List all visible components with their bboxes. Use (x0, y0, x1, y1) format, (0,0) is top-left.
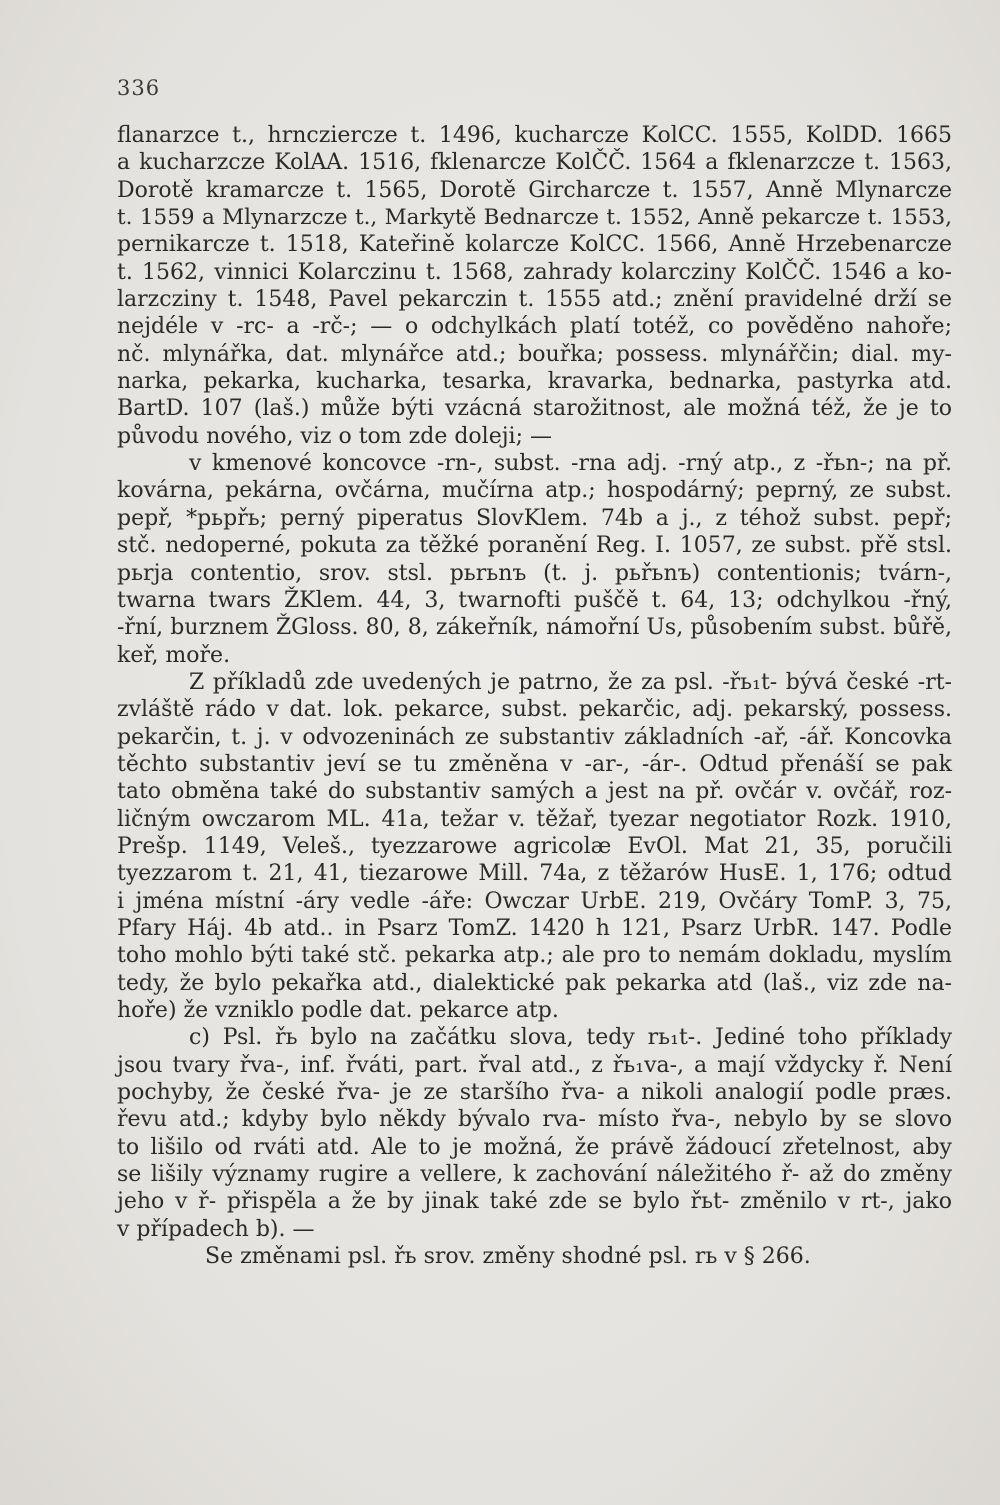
text-line: keř, moře. (117, 642, 231, 668)
text-line: toho mohlo býti také stč. pekarka atp.; ale pro to nemám dokladu, myslím (117, 943, 952, 969)
text-line: BartD. 107 (laš.) může býti vzácná starožitnost, ale možná též, že je to (117, 396, 952, 422)
text-line: pochyby, že české řva- je ze staršího řva- a nikoli analogií podle præs. (117, 1080, 952, 1106)
text-line: pekarčin, t. j. v odvozeninách ze substantiv základních -ař, -ář. Koncovka (117, 724, 952, 750)
text-line: nejdéle v -rc- a -rč-; — o odchylkách platí totéž, co pověděno nahoře; (117, 314, 952, 340)
text-line: v případech b). — (117, 1216, 315, 1242)
text-line: larzcziny t. 1548, Pavel pekarczin t. 1555 atd.; znění pravidelné drží se (117, 287, 952, 313)
text-line: nč. mlynářka, dat. mlynářce atd.; bouřka; possess. mlynářčin; dial. my- (117, 341, 952, 367)
text-line: tato obměna také do substantiv samých a jest na př. ovčár v. ovčář, roz- (117, 779, 952, 805)
text-line: twarna twars ŽKlem. 44, 3, twarnofti puščě t. 64, 13; odchylkou -řný, (117, 587, 952, 613)
text-line: c) Psl. řь bylo na začátku slova, tedy rь₁t-. Jediné toho příklady (189, 1025, 952, 1051)
text-line: zvláště rádo v dat. lok. pekarce, subst. pekarčic, adj. pekarský, possess. (117, 697, 952, 723)
text-line: původu nového, viz o tom zde doleji; — (117, 423, 552, 449)
text-line: t. 1562, vinnici Kolarczinu t. 1568, zahrady kolarcziny KolČČ. 1546 a ko- (117, 259, 952, 285)
text-line: flanarzce t., hrncziercze t. 1496, kucharcze KolCC. 1555, KolDD. 1665 (117, 123, 952, 148)
text-line: i jména místní -áry vedle -áře: Owczar UrbE. 219, Ovčáry TomP. 3, 75, (117, 888, 952, 914)
text-line: stč. nedoperné, pokuta za těžké poranění Reg. I. 1057, ze subst. přě stsl. (117, 533, 952, 559)
text-line: Pfary Háj. 4b atd.. in Psarz TomZ. 1420 h 121, Psarz UrbR. 147. Podle (117, 915, 952, 941)
text-line: ličným owczarom ML. 41a, težar v. těžař, tyezar negotiator Rozk. 1910, (117, 806, 952, 832)
text-line: v kmenové koncovce -rn-, subst. -rna adj. -rný atp., z -řьn-; na př. (189, 451, 952, 477)
text-line: -řní, burznem ŽGloss. 80, 8, zákeřník, námořní Us, působením subst. bůřě, (117, 615, 952, 641)
text-line: se lišily významy rugire a vellere, k zachování náležitého ř- až do změny (117, 1162, 952, 1188)
text-line: hoře) že vzniklo podle dat. pekarce atp. (117, 998, 559, 1023)
text-line: Dorotě kramarcze t. 1565, Dorotě Gircharcze t. 1557, Anně Mlynarcze (117, 177, 952, 203)
text-line: Prešp. 1149, Veleš., tyezzarowe agricolæ EvOl. Mat 21, 35, poručili (117, 833, 952, 859)
text-line: těchto substantiv jeví se tu změněna v -ar-, -ár-. Odtud přenáší se pak (117, 751, 952, 777)
text-line: tedy, že bylo pekařka atd., dialektické pak pekarka atd (laš., viz zde na- (117, 970, 952, 996)
text-line: kovárna, pekárna, ovčárna, mučírna atp.; hospodárný; peprný, ze subst. (117, 478, 952, 504)
text-line: řevu atd.; kdyby bylo někdy bývalo rva- místo řva-, nebylo by se slovo (117, 1107, 952, 1133)
text-line: a kucharzcze KolAA. 1516, fklenarcze KolČČ. 1564 a fklenarzcze t. 1563, (117, 150, 952, 176)
text-line: Se změnami psl. řь srov. změny shodné psl. rь v § 266. (205, 1244, 811, 1270)
text-line: pepř, *pьpřь; perný piperatus SlovKlem. 74b a j., z téhož subst. pepř; (117, 505, 952, 531)
text-line: pernikarcze t. 1518, Kateřině kolarcze KolCC. 1566, Anně Hrzebenarcze (117, 232, 952, 258)
text-line: narka, pekarka, kucharka, tesarka, kravarka, bednarka, pastyrka atd. (117, 369, 952, 395)
page-number: 336 (117, 76, 161, 100)
text-line: t. 1559 a Mlynarzcze t., Markytě Bednarcze t. 1552, Anně pekarcze t. 1553, (117, 205, 952, 231)
text-line: to lišilo od rváti atd. Ale to je možná, že právě žádoucí zřetelnost, aby (117, 1134, 952, 1160)
text-line: tyezzarom t. 21, 41, tiezarowe Mill. 74a, z těžarów HusE. 1, 176; odtud (117, 861, 952, 887)
text-line: jeho v ř- přispěla a že by jinak také zde se bylo řьt- změnilo v rt-, jako (117, 1189, 952, 1215)
body-text (117, 122, 952, 1270)
text-line: Z příkladů zde uvedených je patrno, že za psl. -řь₁t- bývá české -rt- (189, 669, 952, 695)
text-line: jsou tvary řva-, inf. řváti, part. řval atd., z řь₁va-, a mají vždycky ř. Není (117, 1052, 952, 1078)
text-line: pьrja contentio, srov. stsl. pьrьnъ (t. j. pьřьnъ) contentionis; tvárn-, (117, 560, 952, 586)
